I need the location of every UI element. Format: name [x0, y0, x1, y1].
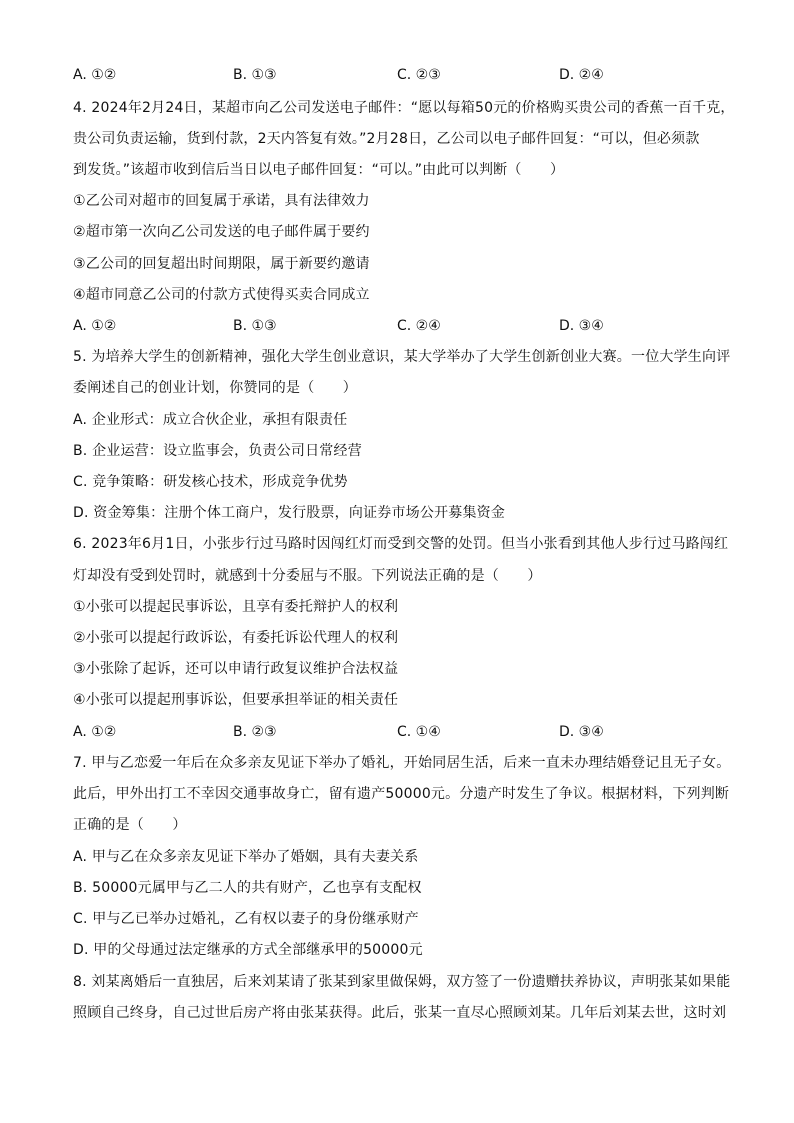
q6-statement-4: ④小张可以提起刑事诉讼，但要承担举证的相关责任 — [73, 692, 399, 708]
q3-option-b: B. ①③ — [233, 67, 277, 83]
q7-option-d: D. 甲的父母通过法定继承的方式全部继承甲的50000元 — [73, 942, 423, 958]
q3-options — [73, 65, 723, 85]
q7-stem-line-2: 此后，甲外出打工不幸因交通事故身亡，留有遗产50000元。分遗产时发生了争议。根据材料，下列判断 — [73, 786, 730, 802]
q6-option-a: A. ①② — [73, 724, 117, 740]
q3-option-a: A. ①② — [73, 67, 117, 83]
q4-stem-line-2: 贵公司负责运输，货到付款，2天内答复有效。”2月28日，乙公司以电子邮件回复：“可以，但必须款 — [73, 131, 700, 147]
q4-option-d: D. ③④ — [559, 318, 604, 334]
q5-stem-line-2: 委阐述自己的创业计划，你赞同的是（ ） — [73, 380, 357, 396]
q6-stem-line-1: 6. 2023年6月1日，小张步行过马路时因闯红灯而受到交警的处罚。但当小张看到其他人步行过马路闯红 — [73, 536, 729, 552]
q7-option-a: A. 甲与乙在众多亲友见证下举办了婚姻，具有夫妻关系 — [73, 849, 419, 865]
q5-option-a: A. 企业形式：成立合伙企业，承担有限责任 — [73, 412, 348, 428]
q4-statement-2: ②超市第一次向乙公司发送的电子邮件属于要约 — [73, 224, 370, 240]
q4-statement-3: ③乙公司的回复超出时间期限，属于新要约邀请 — [73, 256, 370, 272]
q4-option-b: B. ①③ — [233, 318, 277, 334]
q7-option-c: C. 甲与乙已举办过婚礼，乙有权以妻子的身份继承财产 — [73, 911, 419, 927]
q4-options — [73, 316, 723, 336]
q7-option-b: B. 50000元属甲与乙二人的共有财产，乙也享有支配权 — [73, 880, 422, 896]
q6-statement-1: ①小张可以提起民事诉讼，且享有委托辩护人的权利 — [73, 599, 399, 615]
q6-statement-3: ③小张除了起诉，还可以申请行政复议维护合法权益 — [73, 661, 399, 677]
q6-option-c: C. ①④ — [397, 724, 441, 740]
q6-stem-line-2: 灯却没有受到处罚时，就感到十分委屈与不服。下列说法正确的是（ ） — [73, 568, 542, 584]
q5-option-d: D. 资金筹集：注册个体工商户，发行股票，向证券市场公开募集资金 — [73, 505, 506, 521]
q3-option-c: C. ②③ — [397, 67, 441, 83]
q6-options — [73, 722, 723, 742]
q6-option-d: D. ③④ — [559, 724, 604, 740]
q7-stem-line-3: 正确的是（ ） — [73, 817, 187, 833]
q7-stem-line-1: 7. 甲与乙恋爱一年后在众多亲友见证下举办了婚礼，开始同居生活，后来一直未办理结婚登记且无子女。 — [73, 755, 731, 771]
q4-option-c: C. ②④ — [397, 318, 441, 334]
q5-option-b: B. 企业运营：设立监事会，负责公司日常经营 — [73, 443, 362, 459]
q4-statement-4: ④超市同意乙公司的付款方式使得买卖合同成立 — [73, 287, 370, 303]
q3-option-d: D. ②④ — [559, 67, 604, 83]
q4-stem-line-3: 到发货。”该超市收到信后当日以电子邮件回复：“可以。”由此可以判断（ ） — [73, 162, 565, 178]
q6-statement-2: ②小张可以提起行政诉讼，有委托诉讼代理人的权利 — [73, 630, 399, 646]
q8-stem-line-2: 照顾自己终身，自己过世后房产将由张某获得。此后，张某一直尽心照顾刘某。几年后刘某去世，这时刘 — [73, 1005, 727, 1021]
q8-stem-line-1: 8. 刘某离婚后一直独居，后来刘某请了张某到家里做保姆，双方签了一份遗赠扶养协议，声明张某如果能 — [73, 974, 731, 990]
q4-option-a: A. ①② — [73, 318, 117, 334]
q4-stem-line-1: 4. 2024年2月24日，某超市向乙公司发送电子邮件：“愿以每箱50元的价格购买贵公司的香蕉一百千克， — [73, 100, 735, 116]
q5-stem-line-1: 5. 为培养大学生的创新精神，强化大学生创业意识，某大学举办了大学生创新创业大赛。一位大学生向评 — [73, 349, 731, 365]
q6-option-b: B. ②③ — [233, 724, 277, 740]
q5-option-c: C. 竞争策略：研发核心技术，形成竞争优势 — [73, 474, 348, 490]
q4-statement-1: ①乙公司对超市的回复属于承诺，具有法律效力 — [73, 193, 370, 209]
